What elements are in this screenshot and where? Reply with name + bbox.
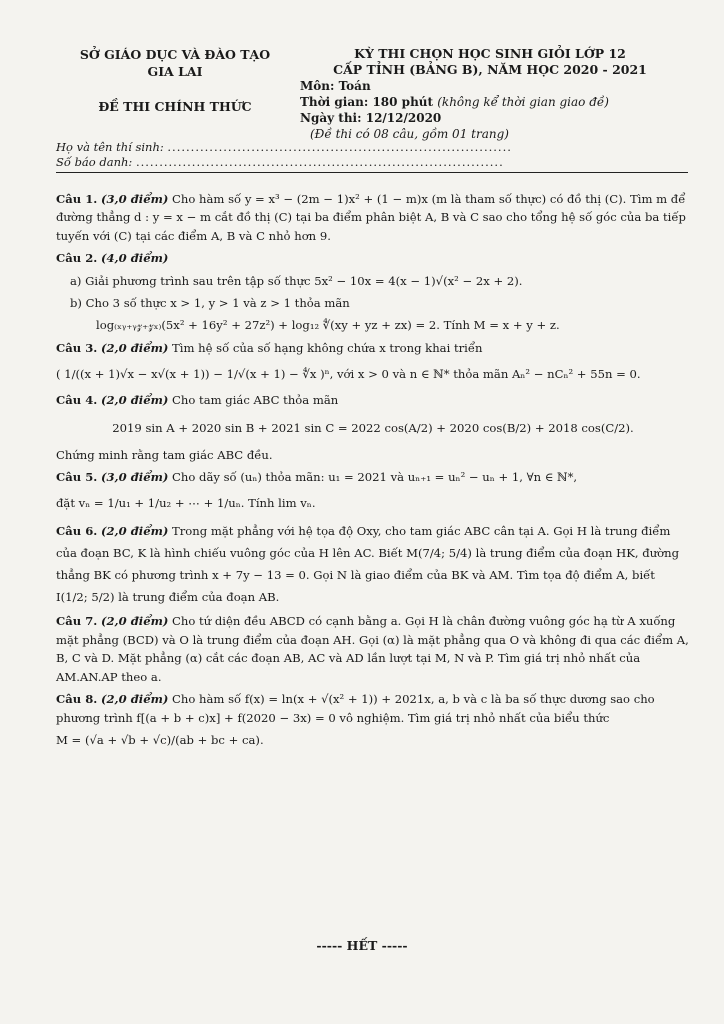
header-left	[60, 46, 290, 115]
q6-heading: Câu 6.	[56, 524, 98, 539]
q5-heading: Câu 5.	[56, 470, 98, 485]
question-1	[56, 190, 690, 245]
province-name: GIA LAI	[147, 64, 203, 79]
subject-line: Môn: Toán	[300, 79, 371, 93]
q8-heading: Câu 8.	[56, 692, 98, 707]
q1-points: (3,0 điểm)	[101, 192, 169, 206]
q4-text: Cho tam giác ABC thỏa mãn	[172, 393, 339, 408]
time-line	[300, 94, 680, 110]
question-8	[56, 690, 690, 727]
q7-text: Cho tứ diện đều ABCD có cạnh bằng a. Gọi H là chân đường vuông góc hạ từ A xuống mặt phẳng (BCD) và O là trung điểm của đoạn AH. Gọi (α) là mặt phẳng qua O và không đi qua các điểm A, B, C và D. Mặt phẳng (α) cắt các đoạn AB, AC và AD lần lượt tại M, N và P. Tìm giá trị nhỏ nhất của AM.AN.AP theo a.	[56, 614, 689, 684]
q4-points: (2,0 điểm)	[101, 393, 169, 408]
question-6	[56, 520, 690, 608]
header-divider	[56, 172, 688, 173]
q1-heading: Câu 1.	[56, 192, 98, 206]
candidate-id-dots: ...............................................................................	[135, 155, 504, 169]
q5-points: (3,0 điểm)	[101, 470, 169, 485]
official-label: ĐỀ THI CHÍNH THỨC	[98, 99, 252, 114]
q8-points: (2,0 điểm)	[101, 692, 169, 707]
q3-expansion: ( 1/((x + 1)√x − x√(x + 1)) − 1/√(x + 1) − ∜x )ⁿ, với x > 0 và n ∈ ℕ* thỏa mãn Aₙ² − nCₙ² + 55n = 0.	[56, 367, 641, 382]
q5-sum: đặt vₙ = 1/u₁ + 1/u₂ + ⋯ + 1/uₙ. Tính lim vₙ.	[56, 496, 316, 511]
candidate-id-row	[56, 155, 686, 170]
question-4	[56, 391, 690, 409]
candidate-name-label: Họ và tên thí sinh:	[56, 140, 164, 154]
q5-text: Cho dãy số (uₙ) thỏa mãn: u₁ = 2021 và uₙ₊₁ = uₙ² − uₙ + 1, ∀n ∈ ℕ*,	[172, 470, 578, 485]
exam-title-line2: CẤP TỈNH (BẢNG B), NĂM HỌC 2020 - 2021	[333, 62, 647, 77]
q2-heading: Câu 2.	[56, 251, 98, 266]
q6-text: Trong mặt phẳng với hệ tọa độ Oxy, cho tam giác ABC cân tại A. Gọi H là trung điểm của đoạn BC, K là hình chiếu vuông góc của H lên AC. Biết M(7/4; 5/4) là trung điểm của đoạn HK, đường thẳng BK có phương trình x + 7y − 13 = 0. Gọi N là giao điểm của BK và AM. Tìm tọa độ điểm A, biết I(1/2; 5/2) là trung điểm của đoạn AB.	[56, 524, 680, 605]
header-right	[300, 46, 680, 142]
questions-body	[56, 190, 690, 753]
q7-heading: Câu 7.	[56, 614, 98, 629]
q8-expression: M = (√a + √b + √c)/(ab + bc + ca).	[56, 732, 264, 747]
exam-title-line1: KỲ THI CHỌN HỌC SINH GIỎI LỚP 12	[354, 46, 626, 61]
q3-heading: Câu 3.	[56, 340, 98, 355]
q3-text: Tìm hệ số của số hạng không chứa x trong khai triển	[172, 340, 483, 355]
question-2	[56, 249, 690, 267]
time-note: (không kể thời gian giao đề)	[437, 95, 609, 109]
q4-heading: Câu 4.	[56, 393, 98, 408]
q2-part-b-equation: log₍ₓᵧ₊ᵧ𝓏₊𝓏ₓ₎(5x² + 16y² + 27z²) + log₁₂ ∜(xy + yz + zx) = 2. Tính M = x + y + z.	[96, 318, 560, 333]
pages-note: (Đề thi có 08 câu, gồm 01 trang)	[310, 127, 509, 141]
q1-text: Cho hàm số y = x³ − (2m − 1)x² + (1 − m)x (m là tham số thực) có đồ thị (C). Tìm m để đường thẳng d : y = x − m cắt đồ thị (C) tại ba điểm phân biệt A, B và C sao cho tổng hệ số góc của ba tiếp tuyến với (C) tại các điểm A, B và C nhỏ hơn 9.	[56, 192, 686, 243]
question-3	[56, 339, 690, 357]
time-value: Thời gian: 180 phút	[300, 95, 434, 109]
candidate-id-label: Số báo danh:	[56, 155, 133, 169]
q4-conclusion: Chứng minh rằng tam giác ABC đều.	[56, 447, 273, 462]
q7-points: (2,0 điểm)	[101, 614, 169, 629]
q2-part-b-intro: b) Cho 3 số thực x > 1, y > 1 và z > 1 thỏa mãn	[70, 296, 350, 311]
candidate-info	[56, 140, 686, 170]
q3-points: (2,0 điểm)	[101, 340, 169, 355]
department-name: SỞ GIÁO DỤC VÀ ĐÀO TẠO	[79, 47, 271, 62]
q2-part-a: a) Giải phương trình sau trên tập số thực 5x² − 10x = 4(x − 1)√(x² − 2x + 2).	[70, 273, 523, 288]
q6-points: (2,0 điểm)	[101, 524, 169, 539]
date-line: Ngày thi: 12/12/2020	[300, 111, 442, 125]
q8-text: Cho hàm số f(x) = ln(x + √(x² + 1)) + 2021x, a, b và c là ba số thực dương sao cho phương trình f[(a + b + c)x] + f(2020 − 3x) = 0 vô nghiệm. Tìm giá trị nhỏ nhất của biểu thức	[56, 692, 655, 725]
question-5	[56, 468, 690, 486]
candidate-name-dots: ..........................................................................	[167, 140, 512, 154]
end-marker: ----- HẾT -----	[316, 938, 408, 953]
q4-equation: 2019 sin A + 2020 sin B + 2021 sin C = 2022 cos(A/2) + 2020 cos(B/2) + 2018 cos(C/2).	[112, 420, 634, 435]
q2-points: (4,0 điểm)	[101, 251, 169, 266]
question-7	[56, 612, 690, 686]
candidate-name-row	[56, 140, 686, 155]
